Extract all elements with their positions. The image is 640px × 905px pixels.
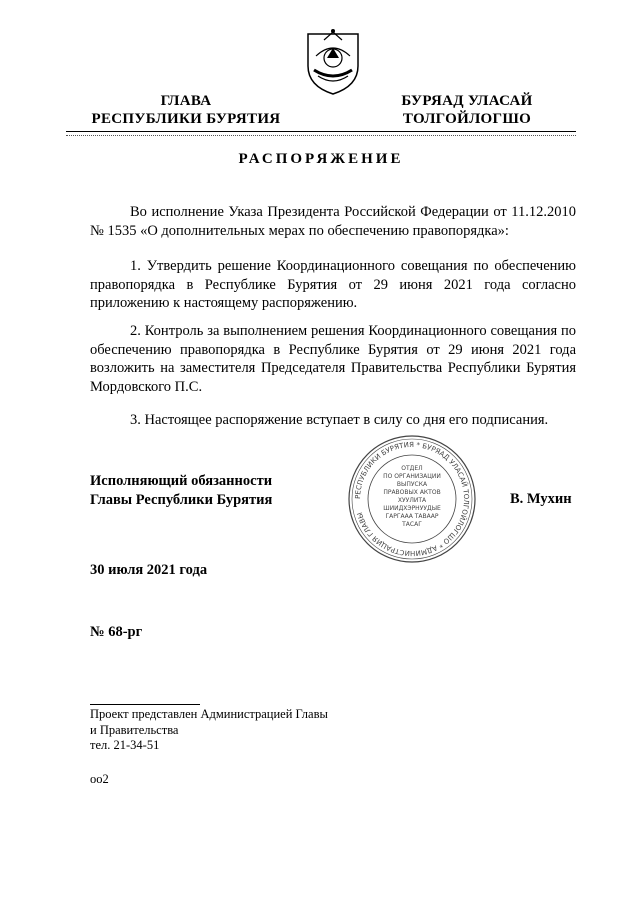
signatory-position [90, 472, 272, 510]
signatory-position-line-1: Исполняющий обязанности [90, 473, 273, 489]
coat-of-arms-icon [302, 26, 364, 96]
footer-line-1: Проект представлен Администрацией Главы [90, 707, 328, 721]
issuer-line-2: РЕСПУБЛИКИ БУРЯТИЯ [91, 111, 281, 127]
footer-code: оо2 [90, 772, 109, 786]
footer-divider [90, 704, 200, 705]
document-number: № 68-рг [90, 624, 143, 640]
stamp-ring-text: РЕСПУБЛИКИ БУРЯТИЯ * БУРЯАД УЛАСАЙ ТОЛГОЙЛОГШО * АДМИНИСТРАЦИЯ ГЛАВЫ [353, 440, 471, 558]
stamp-line: ТАСАГ [402, 521, 422, 528]
stamp-line: ГАРГААА ТАВААР [385, 513, 439, 520]
signatory-name: В. Мухин [510, 491, 572, 507]
stamp-line: ХУУЛИТА [397, 497, 427, 504]
footer-note [90, 707, 328, 754]
signatory-position-line-2: Главы Республики Бурятия [90, 492, 273, 508]
issuer-buryat-line-1: БУРЯАД УЛАСАЙ [401, 93, 533, 109]
header-divider-dotted [66, 135, 576, 136]
stamp-line: ПО ОРГАНИЗАЦИИ [383, 473, 441, 480]
issuer-name-russian [86, 92, 286, 128]
official-stamp [346, 432, 478, 566]
clause-3-paragraph: 3. Настоящее распоряжение вступает в силу со дня его подписания. [130, 412, 549, 428]
stamp-line: ПРАВОВЫХ АКТОВ [383, 489, 441, 496]
header-divider [66, 131, 576, 132]
stamp-line: ШИИДХЭРНУУДЫЕ [383, 505, 441, 512]
footer-phone: тел. 21-34-51 [90, 738, 160, 752]
clause-2-paragraph: 2. Контроль за выполнением решения Координационного совещания по обеспечению правопорядка в Республике Бурятия от 29 июня 2021 года возложить на заместителя Председателя Правительства Республики Бурятия Мордовского П.С. [90, 323, 576, 395]
issuer-buryat-line-2: ТОЛГОЙЛОГШО [402, 111, 532, 127]
issuer-name-buryat [392, 92, 542, 128]
stamp-line: ОТДЕЛ [401, 465, 423, 472]
issuer-line-1: ГЛАВА [160, 93, 212, 109]
document-date: 30 июля 2021 года [90, 562, 208, 578]
preamble-paragraph: Во исполнение Указа Президента Российской Федерации от 11.12.2010 № 1535 «О дополнительных мерах по обеспечению правопорядка»: [90, 204, 576, 239]
clause-1-paragraph: 1. Утвердить решение Координационного совещания по обеспечению правопорядка в Республике Бурятия от 29 июня 2021 года согласно приложению к настоящему распоряжению. [90, 258, 576, 311]
footer-line-2: и Правительства [90, 722, 179, 737]
stamp-line: ВЫПУСКА [396, 481, 428, 488]
document-title: РАСПОРЯЖЕНИЕ [238, 151, 404, 167]
